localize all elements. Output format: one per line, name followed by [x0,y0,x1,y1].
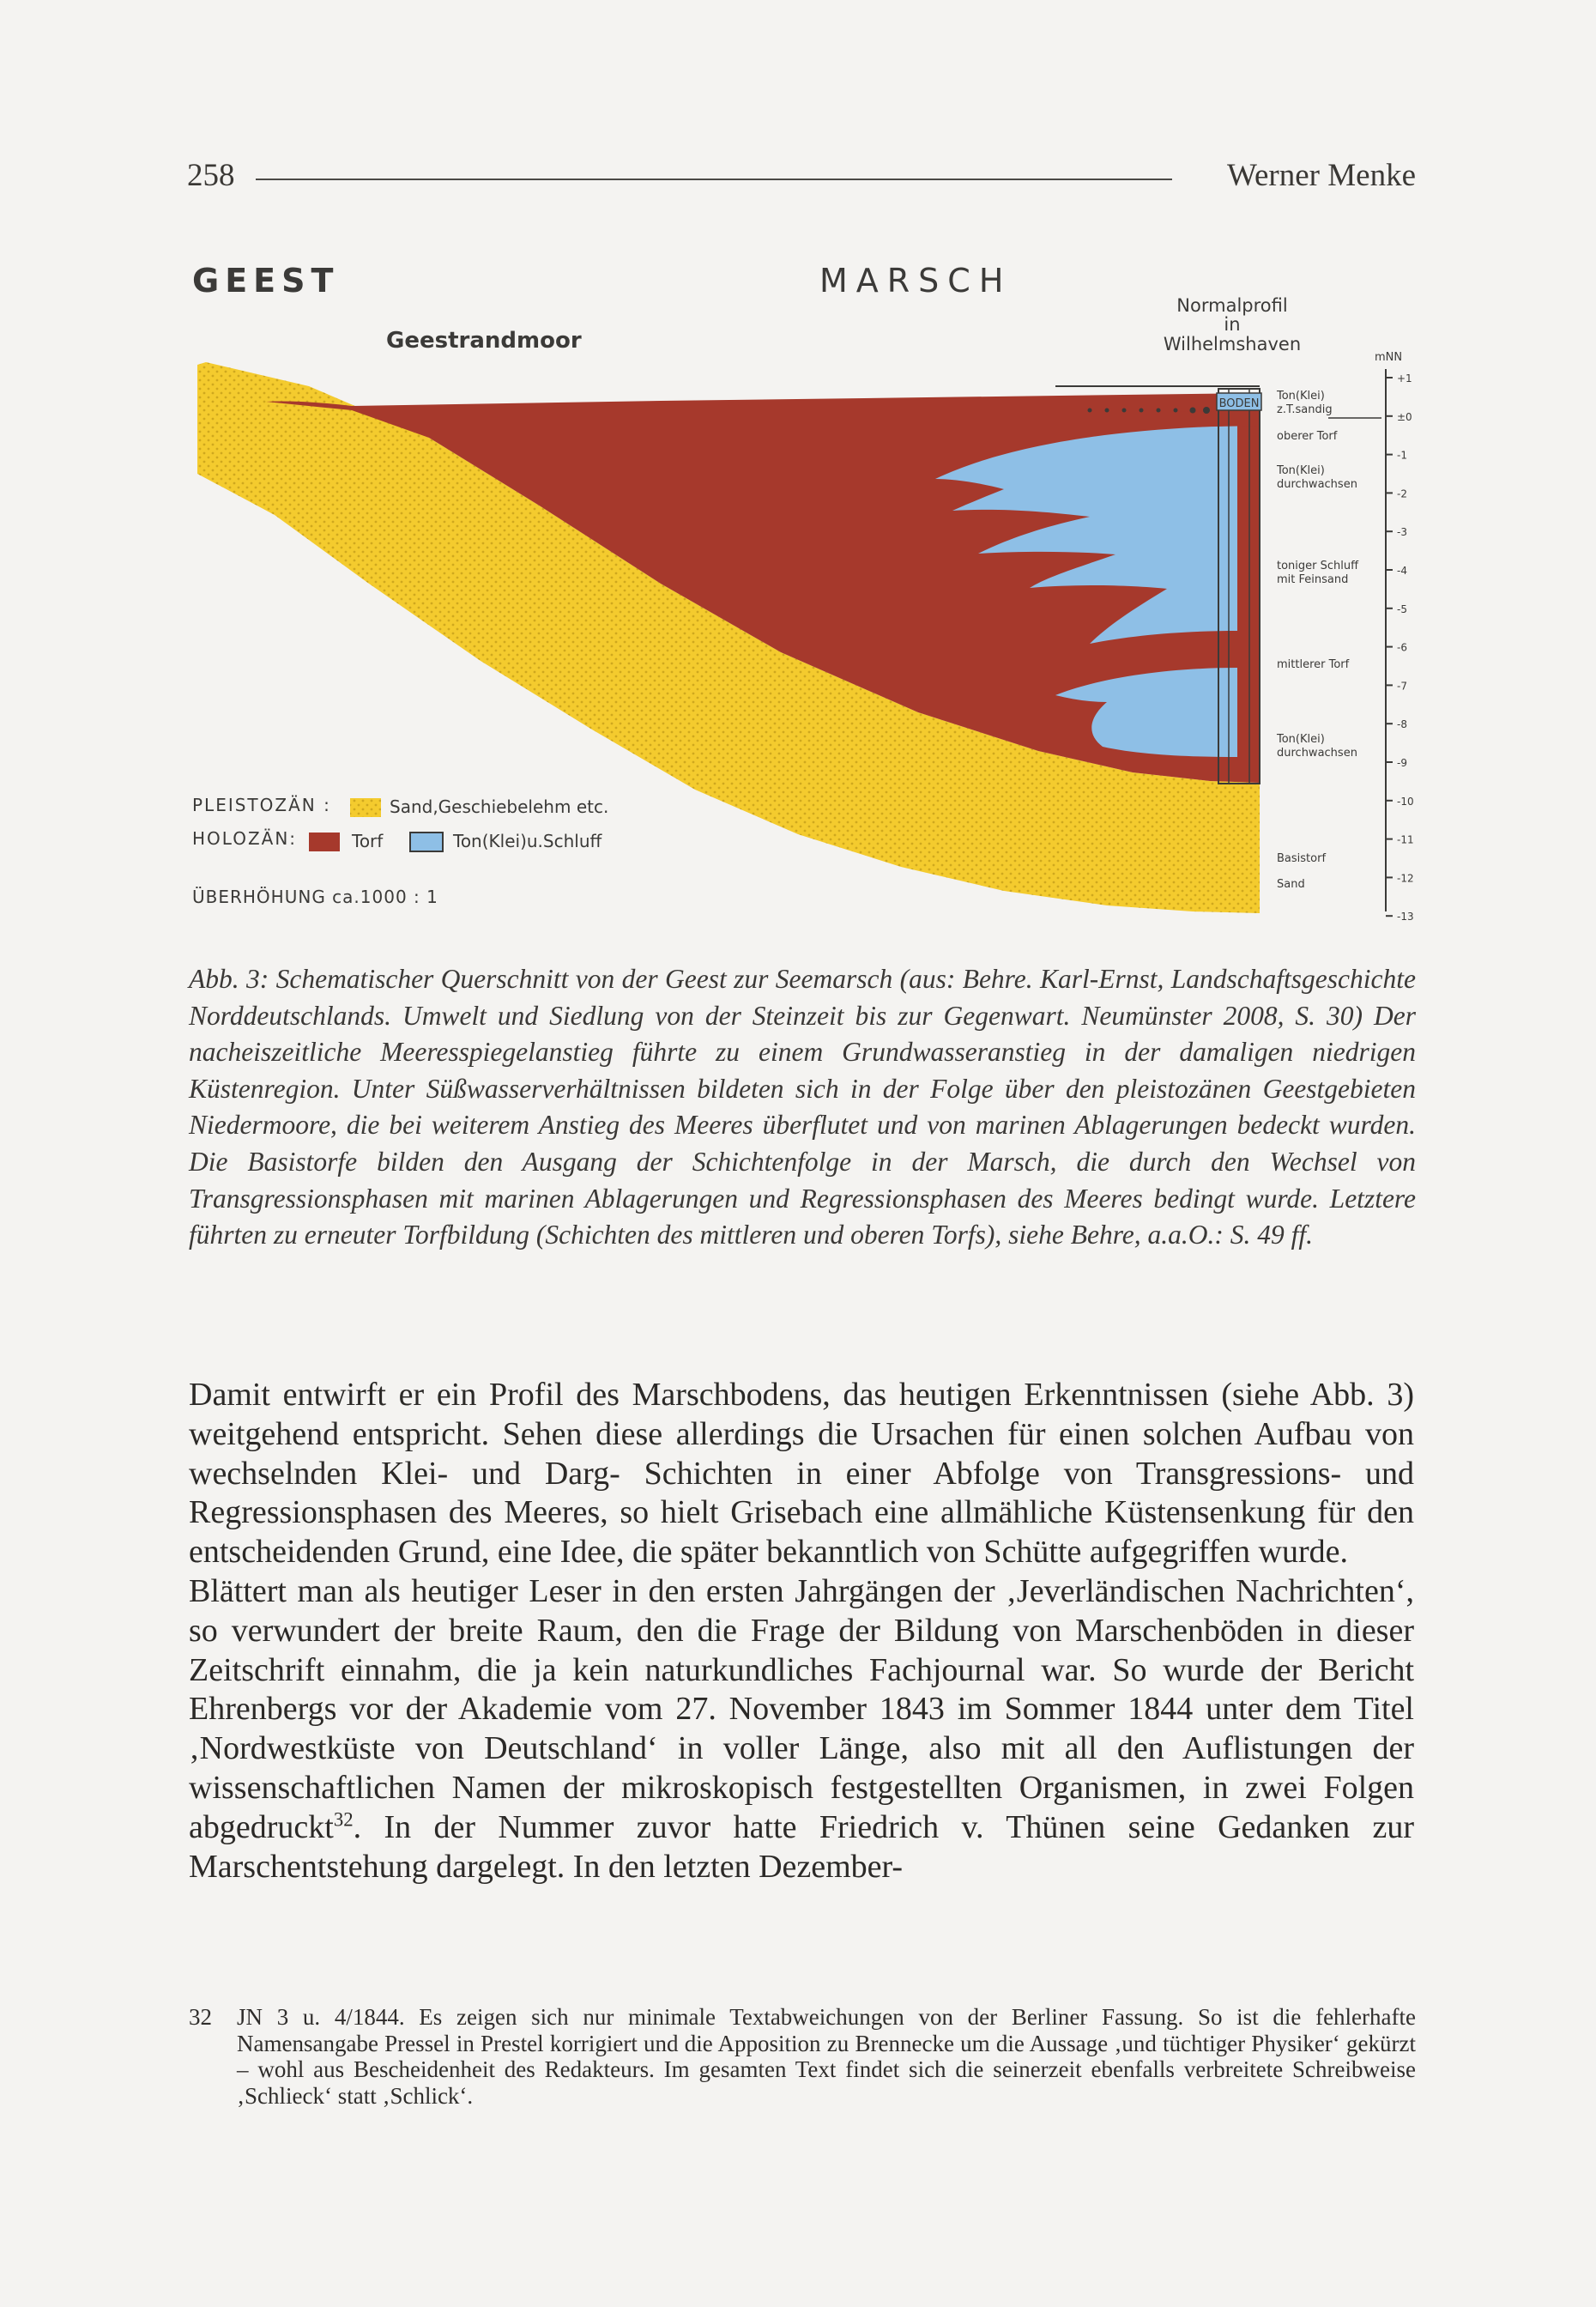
scale-tick-label: -6 [1397,641,1407,654]
profile-title-3: Wilhelmshaven [1163,334,1302,354]
cross-section-diagram [180,249,1416,944]
oberer-torf-band [1167,410,1260,427]
paragraph-2-a: Blättert man als heutiger Leser in den ersten Jahrgängen der ‚Jeverländischen Nachrichten‘, so verwundert der breite Raum, den die Frage der Bildung von Marschenböden in dieser Zeitschrift einnahm, die ja kein naturkundliches Fachjournal war. So wurde der Bericht Ehrenbergs vor der Akademie vom 27. November 1843 im Sommer 1844 unter dem Titel ‚Nordwestküste von Deutschland‘ in voller Länge, also mit all den Auflistungen der wissenschaftlichen Namen der mikroskopisch festgestellten Organismen, in zwei Folgen abgedruckt [189,1572,1414,1845]
page-number: 258 [187,158,235,193]
footnote-text: JN 3 u. 4/1844. Es zeigen sich nur minimale Textabweichungen von der Berliner Fassung. So ist die fehlerhafte Namensangabe Pressel in Prestel korrigiert und die Apposition zu Brennecke um die Aussage ‚und tüchtiger Physiker‘ gekürzt – wohl aus Bescheidenheit des Redakteurs. Im gesamten Text findet sich die seinerzeit ebenfalls verbreitete Schreibweise ‚Schlieck‘ statt ‚Schlick‘. [237,2004,1416,2109]
footnote [189,2004,1416,2109]
scale-tick-label: -12 [1397,872,1414,885]
layer-label: mit Feinsand [1277,573,1349,586]
profile-title-2: in [1224,314,1241,335]
boden-label: BODEN [1218,397,1260,410]
legend-ueberhoehung: ÜBERHÖHUNG ca.1000 : 1 [192,887,438,907]
legend-sand-swatch-pattern [350,798,381,817]
cross-section-figure [180,249,1416,944]
scale-tick-label: -9 [1397,757,1407,769]
scale-tick-label: -13 [1397,911,1414,923]
layer-label: Ton(Klei) [1277,464,1325,477]
scale-tick-label: -8 [1397,718,1407,731]
scale-tick-label: +1 [1397,372,1412,384]
layer-label: oberer Torf [1277,430,1338,443]
legend-holozaen: HOLOZÄN: [192,828,298,849]
layer-label: mittlerer Torf [1277,658,1350,671]
scale-tick-label: -4 [1397,565,1407,577]
layer-label: Ton(Klei) [1277,733,1325,746]
layer-label: z.T.sandig [1277,403,1333,416]
scale-ticks [1386,372,1414,923]
header-rule [256,179,1172,180]
paragraph-2-b: . In der Nummer zuvor hatte Friedrich v. Thünen seine Gedanken zur Marschentstehung dargelegt. In den letzten Dezember- [189,1808,1414,1885]
layer-label: durchwachsen [1277,478,1357,491]
layer-label: toniger Schluff [1277,560,1359,572]
scale-tick-label: -11 [1397,833,1414,846]
footnote-ref[interactable]: 32 [333,1808,354,1831]
layer-label: durchwachsen [1277,747,1357,760]
scale-tick-label: -3 [1397,526,1407,539]
scale-tick-label: -5 [1397,602,1407,615]
scale-tick-label: -10 [1397,795,1414,808]
label-marsch: MARSCH [819,262,1013,300]
scale-unit: mNN [1374,351,1403,364]
layer-labels [1276,390,1359,891]
profile-title-1: Normalprofil [1176,295,1288,316]
label-geest: GEEST [192,262,340,300]
running-head: Werner Menke [1227,158,1416,193]
scale-tick-label: -7 [1397,680,1407,693]
body-text [189,1376,1414,1886]
scale-tick-label: -2 [1397,487,1407,500]
scale-tick-label: -1 [1397,449,1407,462]
legend-torf-item: Torf [352,831,384,851]
scale-tick-label: ±0 [1397,410,1412,423]
layer-label: Sand [1277,878,1305,891]
legend-sand-item: Sand,Geschiebelehm etc. [390,796,609,817]
legend-ton-swatch [410,833,443,851]
paragraph-1: Damit entwirft er ein Profil des Marschbodens, das heutigen Erkenntnissen (siehe Abb. 3) weitgehend entspricht. Sehen diese allerdings die Ursachen für einen solchen Aufbau von wechselnden Klei- und Darg- Schichten in einer Abfolge von Transgressions- und Regressionsphasen des Meeres, so hielt Grisebach eine allmähliche Küstensenkung für den entscheidenden Grund, eine Idee, die später bekanntlich von Schütte aufgegriffen wurde. [189,1377,1414,1571]
figure-caption: Abb. 3: Schematischer Querschnitt von der Geest zur Seemarsch (aus: Behre. Karl-Ernst, Landschaftsgeschichte Norddeutschlands. Umwelt und Siedlung von der Steinzeit bis zur Gegenwart. Neumünster 2008, S. 30) Der nacheiszeitliche Meeresspiegelanstieg führte zu einem Grundwasseranstieg in der damaligen niedrigen Küstenregion. Unter Süßwasserverhältnissen bildeten sich in der Folge über den pleistozänen Geestgebieten Niedermoore, die bei weiterem Anstieg des Meeres überflutet und von marinen Ablagerungen bedeckt wurden. Die Basistorfe bilden den Ausgang der Schichtenfolge in der Marsch, die durch den Wechsel von Transgressionsphasen mit marinen Ablagerungen und Regressionsphasen des Meeres bedingt wurde. Letztere führten zu erneuter Torfbildung (Schichten des mittleren und oberen Torfs), siehe Behre, a.a.O.: S. 49 ff. [189,964,1416,1250]
layer-label: Basistorf [1277,852,1327,865]
legend-ton-item: Ton(Klei)u.Schluff [453,831,602,851]
label-geestrandmoor: Geestrandmoor [386,328,582,354]
footnote-number: 32 [189,2004,212,2030]
paragraph-2 [189,1572,1414,1886]
legend-torf-swatch [309,833,340,851]
legend-pleistozaen: PLEISTOZÄN : [192,795,331,815]
layer-label: Ton(Klei) [1277,390,1325,403]
